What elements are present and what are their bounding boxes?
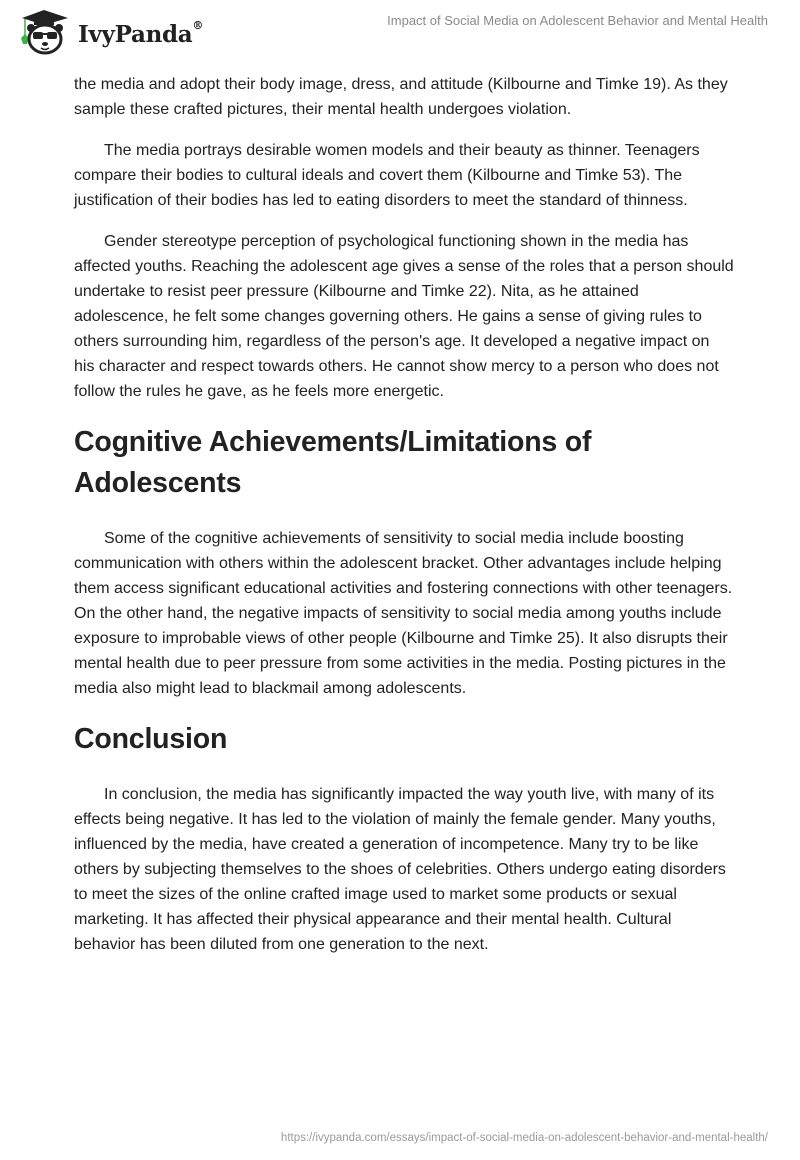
paragraph-conclusion: In conclusion, the media has significantly impacted the way youth live, with many of its effects being negative. It has led to the violation of mainly the female gender. Many youths, influenced by the media, have created a generation of incompetence. Many try to be like others by subjecting themselves to the shoes of celebrities. Others undergo eating disorders to meet the sizes of the online crafted image used to market some products or sexual marketing. It has affected their physical appearance and their mental health. Cultural behavior has been diluted from one generation to the next.: [74, 786, 726, 953]
page-header: [0, 0, 800, 60]
source-url-link[interactable]: https://ivypanda.com/essays/impact-of-social-media-on-adolescent-behavior-and-mental-health/: [280, 1132, 768, 1144]
heading-conclusion: Conclusion: [74, 723, 228, 755]
ivypanda-logo[interactable]: [16, 8, 203, 56]
essay-body: [74, 72, 734, 973]
paragraph-cognitive: Some of the cognitive achievements of sensitivity to social media include boosting communication with others within the adolescent bracket. Other advantages include helping them access significant educational activities and fostering connections with other teenagers. On the other hand, the negative impacts of sensitivity to social media among youths include exposure to improbable views of other people (Kilbourne and Timke 25). It also disrupts their mental health due to peer pressure from some activities in the media. Posting pictures in the media also might lead to blackmail among adolescents.: [74, 530, 733, 697]
heading-cognitive-achievements: Cognitive Achievements/Limitations of Adolescents: [74, 426, 592, 499]
panda-graduate-icon: [16, 8, 74, 56]
paragraph-continued: the media and adopt their body image, dress, and attitude (Kilbourne and Timke 19). As they sample these crafted pictures, their mental health undergoes violation.: [74, 76, 728, 118]
paragraph-gender-stereotype: Gender stereotype perception of psychological functioning shown in the media has affected youths. Reaching the adolescent age gives a sense of the roles that a person should undertake to resist peer pressure (Kilbourne and Timke 22). Nita, as he attained adolescence, he felt some changes governing others. He gains a sense of giving rules to others surrounding him, regardless of the person's age. It developed a negative impact on his character and respect towards others. He cannot show mercy to a person who does not follow the rules he gave, as he feels more energetic.: [74, 233, 734, 400]
paragraph-body-image: The media portrays desirable women models and their beauty as thinner. Teenagers compare their bodies to cultural ideals and covert them (Kilbourne and Timke 53). The justification of their bodies has led to eating disorders to meet the standard of thinness.: [74, 142, 700, 209]
document-title: Impact of Social Media on Adolescent Behavior and Mental Health: [387, 13, 768, 28]
logo-wordmark: IvyPanda®: [78, 18, 204, 48]
